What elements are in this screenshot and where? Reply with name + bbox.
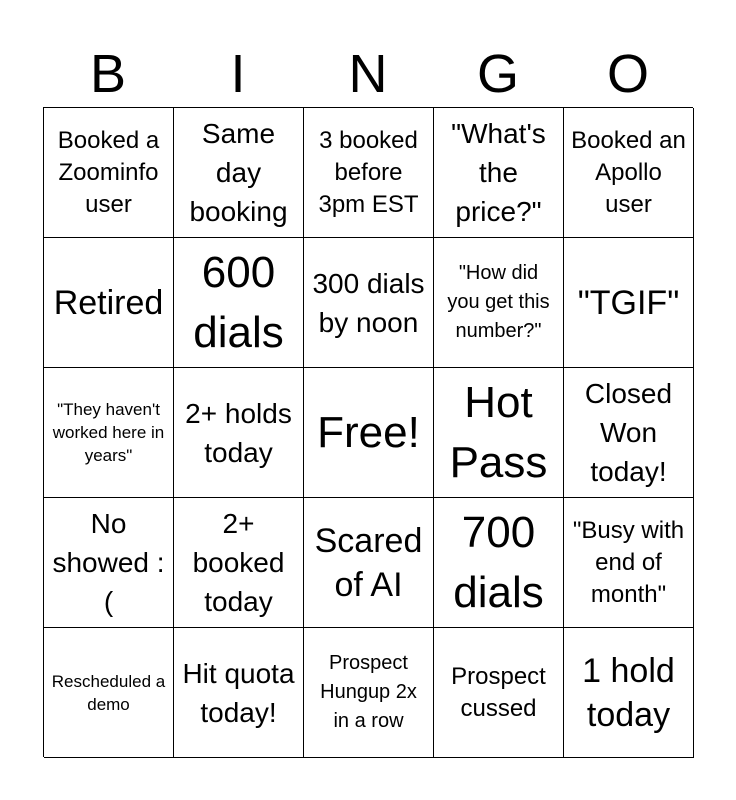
cell-text: Same day booking [189,118,288,227]
bingo-cell[interactable] [564,108,694,238]
bingo-cell[interactable] [564,628,694,758]
cell-text: 600 dials [193,247,284,357]
cell-text: 2+ holds today [185,397,292,468]
bingo-cell[interactable] [304,238,434,368]
cell-text: Retired [53,283,164,322]
bingo-cell[interactable] [174,238,304,368]
cell-text: Prospect cussed [451,662,546,722]
bingo-cell[interactable] [174,498,304,628]
bingo-header [43,40,693,108]
header-letter-g: G [476,44,519,104]
cell-text: "Busy with end of month" [572,516,685,608]
cell-text: 3 booked before 3pm EST [318,126,419,218]
bingo-cell[interactable] [174,628,304,758]
bingo-cell[interactable] [434,368,564,498]
cell-text: Hot Pass [449,377,548,487]
bingo-cell[interactable] [44,238,174,368]
cell-text: 300 dials by noon [312,267,425,338]
bingo-cell[interactable] [564,238,694,368]
cell-text: "They haven't worked here in years" [52,400,165,465]
cell-text: Scared of AI [314,521,423,604]
bingo-cell[interactable] [304,498,434,628]
bingo-cell[interactable] [304,628,434,758]
cell-text: Booked an Apollo user [571,126,686,218]
bingo-cell[interactable] [434,238,564,368]
cell-text: Free! [317,407,420,457]
bingo-cell[interactable] [44,498,174,628]
bingo-cell[interactable] [434,108,564,238]
bingo-cell[interactable] [564,368,694,498]
cell-text: Prospect Hungup 2x in a row [320,652,417,732]
header-letter-n: N [348,44,388,104]
bingo-cell[interactable] [174,108,304,238]
bingo-cell[interactable] [304,108,434,238]
bingo-cell[interactable] [174,368,304,498]
cell-text: "TGIF" [577,283,680,322]
cell-text: "What's the price?" [451,118,546,227]
bingo-cell[interactable] [434,628,564,758]
bingo-cell[interactable] [44,108,174,238]
free-space-cell[interactable] [304,368,434,498]
cell-text: Rescheduled a demo [51,671,166,714]
header-letter-b: B [89,44,127,104]
bingo-cell[interactable] [44,628,174,758]
bingo-board [43,107,693,757]
header-letter-o: O [606,44,649,104]
cell-text: 700 dials [453,507,544,617]
cell-text: "How did you get this number?" [447,262,550,342]
cell-text: Booked a Zoominfo user [57,126,160,218]
cell-text: 1 hold today [582,651,675,734]
cell-text: Hit quota today! [182,657,295,728]
bingo-cell[interactable] [434,498,564,628]
bingo-cell[interactable] [564,498,694,628]
cell-text: Closed Won today! [584,378,673,487]
cell-text: 2+ booked today [192,508,285,617]
header-letter-i: I [230,44,246,104]
cell-text: No showed :( [52,508,165,617]
bingo-cell[interactable] [44,368,174,498]
